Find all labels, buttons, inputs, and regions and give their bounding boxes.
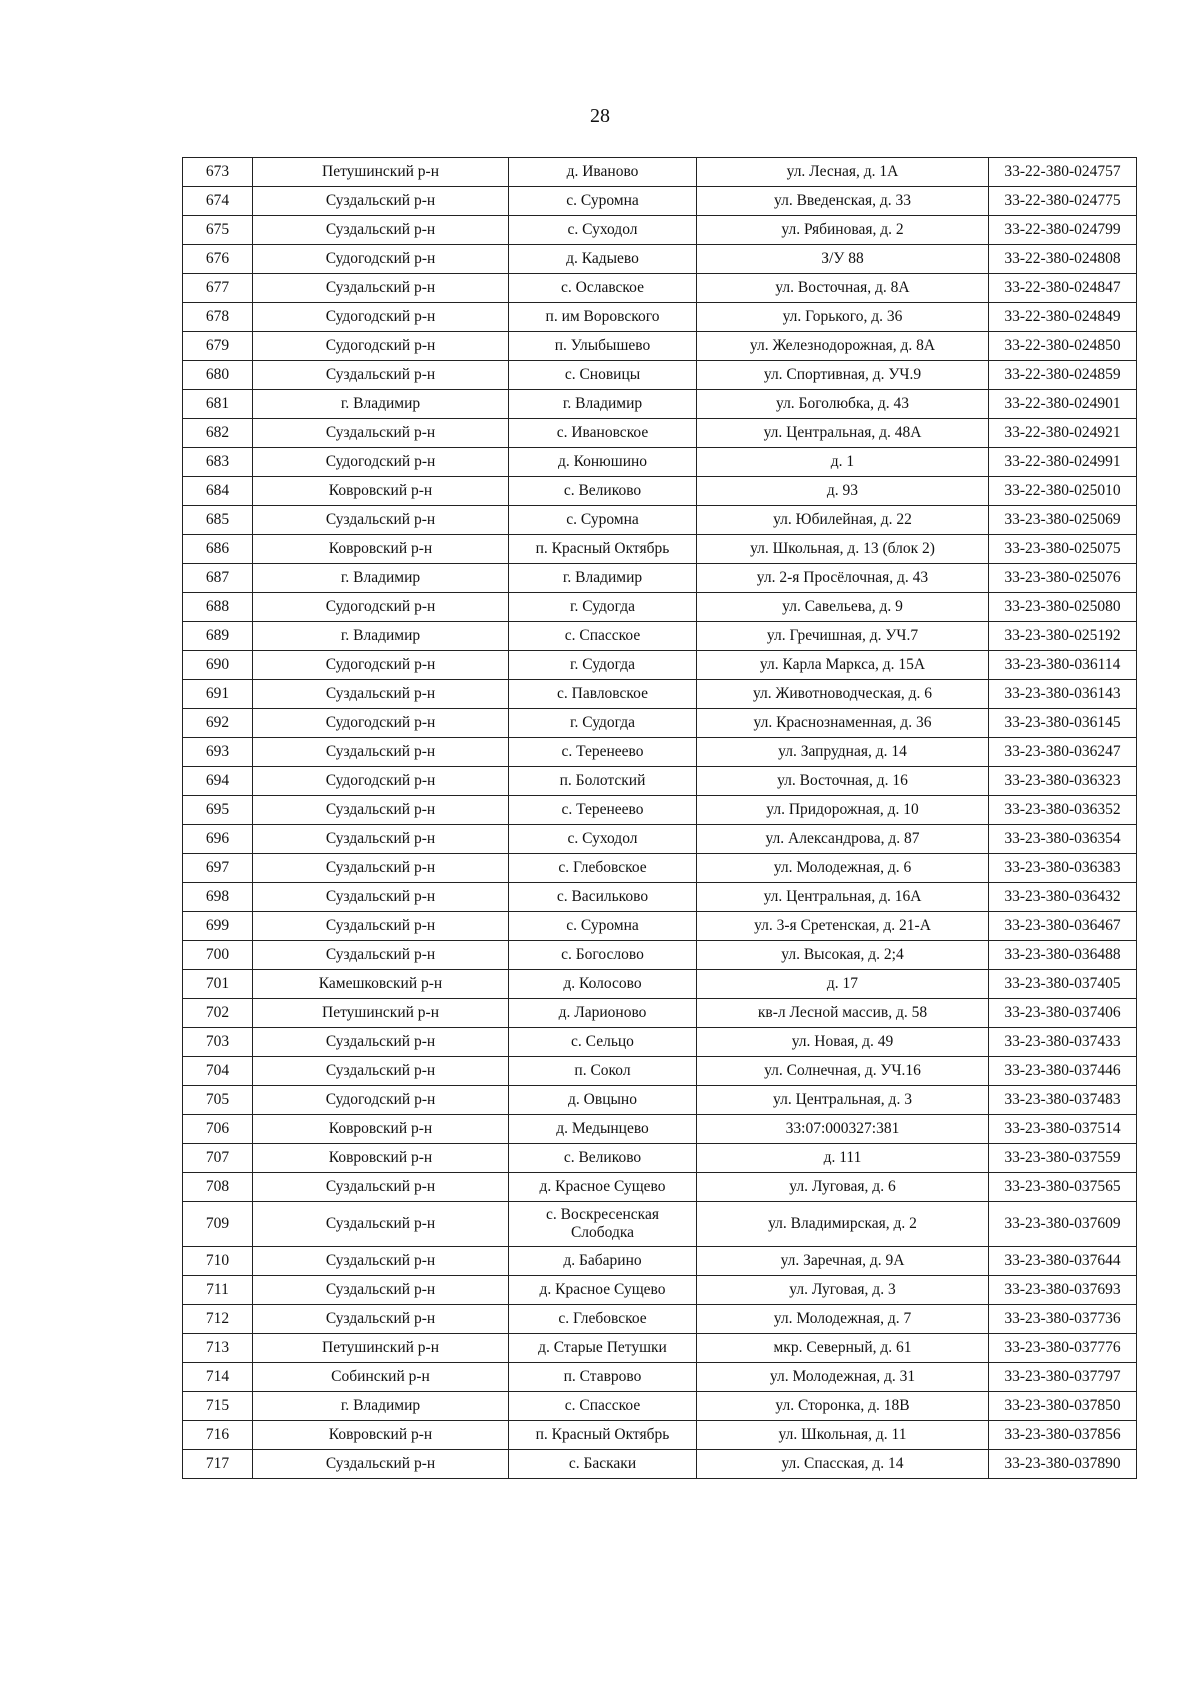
address-cell: ул. Луговая, д. 3 (697, 1276, 989, 1305)
locality-cell: д. Ларионово (509, 999, 697, 1028)
district-cell: Петушинский р-н (253, 1334, 509, 1363)
row-number-cell: 702 (183, 999, 253, 1028)
district-cell: Суздальский р-н (253, 1450, 509, 1479)
table-row (183, 680, 1137, 709)
table-row (183, 709, 1137, 738)
district-cell: Судогодский р-н (253, 767, 509, 796)
row-number-cell: 687 (183, 564, 253, 593)
locality-cell: д. Овцыно (509, 1086, 697, 1115)
locality-cell: с. Великово (509, 1144, 697, 1173)
locality-cell: г. Владимир (509, 390, 697, 419)
table-row (183, 796, 1137, 825)
row-number-cell: 713 (183, 1334, 253, 1363)
locality-cell: с. Суромна (509, 187, 697, 216)
locality-cell: д. Колосово (509, 970, 697, 999)
row-number-cell: 708 (183, 1173, 253, 1202)
row-number-cell: 690 (183, 651, 253, 680)
locality-cell: п. Красный Октябрь (509, 1421, 697, 1450)
address-cell: д. 111 (697, 1144, 989, 1173)
address-cell: ул. Савельева, д. 9 (697, 593, 989, 622)
row-number-cell: 681 (183, 390, 253, 419)
table-row (183, 361, 1137, 390)
row-number-cell: 696 (183, 825, 253, 854)
cadastral-code-cell: 33-22-380-024901 (989, 390, 1137, 419)
district-cell: г. Владимир (253, 564, 509, 593)
district-cell: Суздальский р-н (253, 1173, 509, 1202)
cadastral-code-cell: 33-22-380-024859 (989, 361, 1137, 390)
cadastral-code-cell: 33-23-380-036467 (989, 912, 1137, 941)
locality-cell: с. Глебовское (509, 1305, 697, 1334)
address-cell: ул. Железнодорожная, д. 8А (697, 332, 989, 361)
district-cell: Собинский р-н (253, 1363, 509, 1392)
address-cell: д. 93 (697, 477, 989, 506)
table-row (183, 651, 1137, 680)
registry-table (182, 157, 1137, 1479)
address-cell: ул. Восточная, д. 16 (697, 767, 989, 796)
locality-cell: с. Ивановское (509, 419, 697, 448)
row-number-cell: 682 (183, 419, 253, 448)
locality-cell: с. Спасское (509, 622, 697, 651)
address-cell: ул. Молодежная, д. 7 (697, 1305, 989, 1334)
locality-cell: п. Красный Октябрь (509, 535, 697, 564)
cadastral-code-cell: 33-23-380-037890 (989, 1450, 1137, 1479)
locality-cell: с. Теренеево (509, 796, 697, 825)
address-cell: ул. Центральная, д. 48А (697, 419, 989, 448)
table-row (183, 970, 1137, 999)
row-number-cell: 689 (183, 622, 253, 651)
district-cell: Суздальский р-н (253, 361, 509, 390)
address-cell: ул. Сторонка, д. 18В (697, 1392, 989, 1421)
cadastral-code-cell: 33-22-380-024808 (989, 245, 1137, 274)
district-cell: г. Владимир (253, 390, 509, 419)
cadastral-code-cell: 33-23-380-037736 (989, 1305, 1137, 1334)
table-row (183, 303, 1137, 332)
row-number-cell: 683 (183, 448, 253, 477)
cadastral-code-cell: 33-23-380-036114 (989, 651, 1137, 680)
district-cell: Ковровский р-н (253, 535, 509, 564)
district-cell: Судогодский р-н (253, 332, 509, 361)
address-cell: ул. Краснознаменная, д. 36 (697, 709, 989, 738)
address-cell: 33:07:000327:381 (697, 1115, 989, 1144)
table-row (183, 390, 1137, 419)
cadastral-code-cell: 33-23-380-036145 (989, 709, 1137, 738)
row-number-cell: 693 (183, 738, 253, 767)
address-cell: ул. Боголюбка, д. 43 (697, 390, 989, 419)
district-cell: Камешковский р-н (253, 970, 509, 999)
district-cell: Судогодский р-н (253, 303, 509, 332)
address-cell: ул. 3-я Сретенская, д. 21-А (697, 912, 989, 941)
cadastral-code-cell: 33-23-380-037850 (989, 1392, 1137, 1421)
row-number-cell: 673 (183, 158, 253, 187)
cadastral-code-cell: 33-23-380-025076 (989, 564, 1137, 593)
address-cell: ул. 2-я Просёлочная, д. 43 (697, 564, 989, 593)
table-row (183, 999, 1137, 1028)
row-number-cell: 712 (183, 1305, 253, 1334)
district-cell: Суздальский р-н (253, 825, 509, 854)
address-cell: д. 1 (697, 448, 989, 477)
locality-cell: п. Ставрово (509, 1363, 697, 1392)
locality-cell: п. Сокол (509, 1057, 697, 1086)
address-cell: ул. Школьная, д. 11 (697, 1421, 989, 1450)
locality-cell: с. Суходол (509, 216, 697, 245)
district-cell: Судогодский р-н (253, 593, 509, 622)
address-cell: мкр. Северный, д. 61 (697, 1334, 989, 1363)
row-number-cell: 704 (183, 1057, 253, 1086)
row-number-cell: 706 (183, 1115, 253, 1144)
registry-table-body (183, 158, 1137, 1479)
address-cell: ул. Карла Маркса, д. 15А (697, 651, 989, 680)
table-row (183, 477, 1137, 506)
table-row (183, 1363, 1137, 1392)
address-cell: ул. Заречная, д. 9А (697, 1247, 989, 1276)
district-cell: Судогодский р-н (253, 245, 509, 274)
district-cell: Петушинский р-н (253, 999, 509, 1028)
row-number-cell: 685 (183, 506, 253, 535)
cadastral-code-cell: 33-23-380-037856 (989, 1421, 1137, 1450)
row-number-cell: 674 (183, 187, 253, 216)
table-row (183, 1305, 1137, 1334)
address-cell: ул. Юбилейная, д. 22 (697, 506, 989, 535)
district-cell: Суздальский р-н (253, 1247, 509, 1276)
row-number-cell: 715 (183, 1392, 253, 1421)
district-cell: Суздальский р-н (253, 738, 509, 767)
cadastral-code-cell: 33-22-380-024799 (989, 216, 1137, 245)
locality-cell: с. Глебовское (509, 854, 697, 883)
address-cell: д. 17 (697, 970, 989, 999)
cadastral-code-cell: 33-23-380-036354 (989, 825, 1137, 854)
row-number-cell: 678 (183, 303, 253, 332)
address-cell: ул. Придорожная, д. 10 (697, 796, 989, 825)
address-cell: ул. Животноводческая, д. 6 (697, 680, 989, 709)
table-row (183, 535, 1137, 564)
row-number-cell: 699 (183, 912, 253, 941)
address-cell: ул. Молодежная, д. 6 (697, 854, 989, 883)
row-number-cell: 680 (183, 361, 253, 390)
table-row (183, 1247, 1137, 1276)
address-cell: ул. Школьная, д. 13 (блок 2) (697, 535, 989, 564)
locality-cell: д. Бабарино (509, 1247, 697, 1276)
district-cell: Ковровский р-н (253, 477, 509, 506)
address-cell: ул. Спасская, д. 14 (697, 1450, 989, 1479)
address-cell: ул. Новая, д. 49 (697, 1028, 989, 1057)
row-number-cell: 697 (183, 854, 253, 883)
table-row (183, 883, 1137, 912)
district-cell: Судогодский р-н (253, 448, 509, 477)
locality-cell: п. им Воровского (509, 303, 697, 332)
table-row (183, 767, 1137, 796)
table-row (183, 1086, 1137, 1115)
table-row (183, 1173, 1137, 1202)
table-row (183, 1057, 1137, 1086)
address-cell: ул. Высокая, д. 2;4 (697, 941, 989, 970)
row-number-cell: 684 (183, 477, 253, 506)
district-cell: Суздальский р-н (253, 419, 509, 448)
address-cell: ул. Солнечная, д. УЧ.16 (697, 1057, 989, 1086)
locality-cell: д. Иваново (509, 158, 697, 187)
cadastral-code-cell: 33-23-380-037693 (989, 1276, 1137, 1305)
table-row (183, 1421, 1137, 1450)
locality-cell: д. Конюшино (509, 448, 697, 477)
table-row (183, 506, 1137, 535)
address-cell: кв-л Лесной массив, д. 58 (697, 999, 989, 1028)
cadastral-code-cell: 33-23-380-036323 (989, 767, 1137, 796)
table-row (183, 564, 1137, 593)
row-number-cell: 692 (183, 709, 253, 738)
district-cell: Суздальский р-н (253, 1202, 509, 1247)
row-number-cell: 709 (183, 1202, 253, 1247)
district-cell: Ковровский р-н (253, 1421, 509, 1450)
locality-cell: с. Великово (509, 477, 697, 506)
district-cell: Суздальский р-н (253, 883, 509, 912)
table-row (183, 593, 1137, 622)
cadastral-code-cell: 33-23-380-037514 (989, 1115, 1137, 1144)
row-number-cell: 691 (183, 680, 253, 709)
cadastral-code-cell: 33-22-380-024847 (989, 274, 1137, 303)
page-number: 28 (590, 105, 610, 127)
cadastral-code-cell: 33-22-380-024775 (989, 187, 1137, 216)
table-row (183, 1115, 1137, 1144)
table-row (183, 448, 1137, 477)
cadastral-code-cell: 33-23-380-036488 (989, 941, 1137, 970)
table-row (183, 332, 1137, 361)
locality-cell: г. Судогда (509, 651, 697, 680)
district-cell: Ковровский р-н (253, 1115, 509, 1144)
cadastral-code-cell: 33-23-380-036143 (989, 680, 1137, 709)
table-row (183, 1028, 1137, 1057)
locality-cell: с. Баскаки (509, 1450, 697, 1479)
district-cell: Суздальский р-н (253, 680, 509, 709)
cadastral-code-cell: 33-23-380-037406 (989, 999, 1137, 1028)
district-cell: Судогодский р-н (253, 651, 509, 680)
table-row (183, 622, 1137, 651)
district-cell: Суздальский р-н (253, 1305, 509, 1334)
row-number-cell: 710 (183, 1247, 253, 1276)
district-cell: г. Владимир (253, 1392, 509, 1421)
address-cell: ул. Рябиновая, д. 2 (697, 216, 989, 245)
locality-cell: г. Судогда (509, 593, 697, 622)
cadastral-code-cell: 33-23-380-037644 (989, 1247, 1137, 1276)
locality-cell: с. Богослово (509, 941, 697, 970)
cadastral-code-cell: 33-23-380-025069 (989, 506, 1137, 535)
cadastral-code-cell: 33-22-380-024850 (989, 332, 1137, 361)
address-cell: ул. Владимирская, д. 2 (697, 1202, 989, 1247)
cadastral-code-cell: 33-23-380-036247 (989, 738, 1137, 767)
district-cell: Суздальский р-н (253, 854, 509, 883)
cadastral-code-cell: 33-23-380-036352 (989, 796, 1137, 825)
cadastral-code-cell: 33-23-380-025075 (989, 535, 1137, 564)
row-number-cell: 679 (183, 332, 253, 361)
locality-cell: с. Суромна (509, 506, 697, 535)
locality-cell: д. Медынцево (509, 1115, 697, 1144)
table-row (183, 825, 1137, 854)
address-cell: ул. Молодежная, д. 31 (697, 1363, 989, 1392)
address-cell: ул. Луговая, д. 6 (697, 1173, 989, 1202)
row-number-cell: 714 (183, 1363, 253, 1392)
row-number-cell: 700 (183, 941, 253, 970)
row-number-cell: 703 (183, 1028, 253, 1057)
table-row (183, 274, 1137, 303)
locality-cell: п. Болотский (509, 767, 697, 796)
locality-cell: с. Теренеево (509, 738, 697, 767)
address-cell: ул. Спортивная, д. УЧ.9 (697, 361, 989, 390)
table-row (183, 1202, 1137, 1247)
locality-cell: с. Суходол (509, 825, 697, 854)
table-row (183, 1276, 1137, 1305)
table-row (183, 1334, 1137, 1363)
row-number-cell: 686 (183, 535, 253, 564)
locality-cell: с. Спасское (509, 1392, 697, 1421)
table-row (183, 1392, 1137, 1421)
locality-cell: с. Сельцо (509, 1028, 697, 1057)
cadastral-code-cell: 33-23-380-037797 (989, 1363, 1137, 1392)
address-cell: ул. Центральная, д. 3 (697, 1086, 989, 1115)
cadastral-code-cell: 33-23-380-037446 (989, 1057, 1137, 1086)
locality-cell: г. Судогда (509, 709, 697, 738)
cadastral-code-cell: 33-23-380-036383 (989, 854, 1137, 883)
row-number-cell: 698 (183, 883, 253, 912)
table-row (183, 1450, 1137, 1479)
table-row (183, 912, 1137, 941)
district-cell: Суздальский р-н (253, 912, 509, 941)
table-row (183, 245, 1137, 274)
address-cell: ул. Горького, д. 36 (697, 303, 989, 332)
address-cell: З/У 88 (697, 245, 989, 274)
district-cell: Суздальский р-н (253, 216, 509, 245)
cadastral-code-cell: 33-22-380-025010 (989, 477, 1137, 506)
cadastral-code-cell: 33-23-380-037565 (989, 1173, 1137, 1202)
row-number-cell: 676 (183, 245, 253, 274)
district-cell: Ковровский р-н (253, 1144, 509, 1173)
row-number-cell: 695 (183, 796, 253, 825)
cadastral-code-cell: 33-23-380-037405 (989, 970, 1137, 999)
cadastral-code-cell: 33-22-380-024921 (989, 419, 1137, 448)
address-cell: ул. Лесная, д. 1А (697, 158, 989, 187)
district-cell: Суздальский р-н (253, 941, 509, 970)
district-cell: Судогодский р-н (253, 709, 509, 738)
cadastral-code-cell: 33-22-380-024991 (989, 448, 1137, 477)
locality-cell: с. Воскресенская Слободка (509, 1202, 697, 1247)
registry-table-wrapper (182, 157, 1136, 1479)
locality-cell: д. Старые Петушки (509, 1334, 697, 1363)
cadastral-code-cell: 33-23-380-036432 (989, 883, 1137, 912)
table-row (183, 187, 1137, 216)
table-row (183, 216, 1137, 245)
address-cell: ул. Центральная, д. 16А (697, 883, 989, 912)
address-cell: ул. Гречишная, д. УЧ.7 (697, 622, 989, 651)
row-number-cell: 711 (183, 1276, 253, 1305)
district-cell: Суздальский р-н (253, 506, 509, 535)
district-cell: Судогодский р-н (253, 1086, 509, 1115)
locality-cell: с. Суромна (509, 912, 697, 941)
locality-cell: д. Красное Сущево (509, 1276, 697, 1305)
cadastral-code-cell: 33-23-380-025192 (989, 622, 1137, 651)
row-number-cell: 701 (183, 970, 253, 999)
cadastral-code-cell: 33-22-380-024849 (989, 303, 1137, 332)
district-cell: Суздальский р-н (253, 796, 509, 825)
cadastral-code-cell: 33-22-380-024757 (989, 158, 1137, 187)
locality-cell: г. Владимир (509, 564, 697, 593)
row-number-cell: 688 (183, 593, 253, 622)
locality-cell: п. Улыбышево (509, 332, 697, 361)
address-cell: ул. Александрова, д. 87 (697, 825, 989, 854)
table-row (183, 1144, 1137, 1173)
row-number-cell: 716 (183, 1421, 253, 1450)
row-number-cell: 694 (183, 767, 253, 796)
row-number-cell: 705 (183, 1086, 253, 1115)
district-cell: Суздальский р-н (253, 274, 509, 303)
table-row (183, 419, 1137, 448)
row-number-cell: 677 (183, 274, 253, 303)
table-row (183, 854, 1137, 883)
district-cell: Суздальский р-н (253, 1028, 509, 1057)
locality-cell: д. Кадыево (509, 245, 697, 274)
cadastral-code-cell: 33-23-380-025080 (989, 593, 1137, 622)
cadastral-code-cell: 33-23-380-037776 (989, 1334, 1137, 1363)
address-cell: ул. Введенская, д. 33 (697, 187, 989, 216)
district-cell: г. Владимир (253, 622, 509, 651)
district-cell: Суздальский р-н (253, 187, 509, 216)
locality-cell: д. Красное Сущево (509, 1173, 697, 1202)
district-cell: Суздальский р-н (253, 1276, 509, 1305)
cadastral-code-cell: 33-23-380-037483 (989, 1086, 1137, 1115)
cadastral-code-cell: 33-23-380-037609 (989, 1202, 1137, 1247)
table-row (183, 941, 1137, 970)
locality-cell: с. Сновицы (509, 361, 697, 390)
district-cell: Петушинский р-н (253, 158, 509, 187)
address-cell: ул. Восточная, д. 8А (697, 274, 989, 303)
address-cell: ул. Запрудная, д. 14 (697, 738, 989, 767)
locality-cell: с. Ославское (509, 274, 697, 303)
row-number-cell: 675 (183, 216, 253, 245)
district-cell: Суздальский р-н (253, 1057, 509, 1086)
cadastral-code-cell: 33-23-380-037559 (989, 1144, 1137, 1173)
locality-cell: с. Васильково (509, 883, 697, 912)
row-number-cell: 717 (183, 1450, 253, 1479)
table-row (183, 738, 1137, 767)
row-number-cell: 707 (183, 1144, 253, 1173)
table-row (183, 158, 1137, 187)
cadastral-code-cell: 33-23-380-037433 (989, 1028, 1137, 1057)
locality-cell: с. Павловское (509, 680, 697, 709)
